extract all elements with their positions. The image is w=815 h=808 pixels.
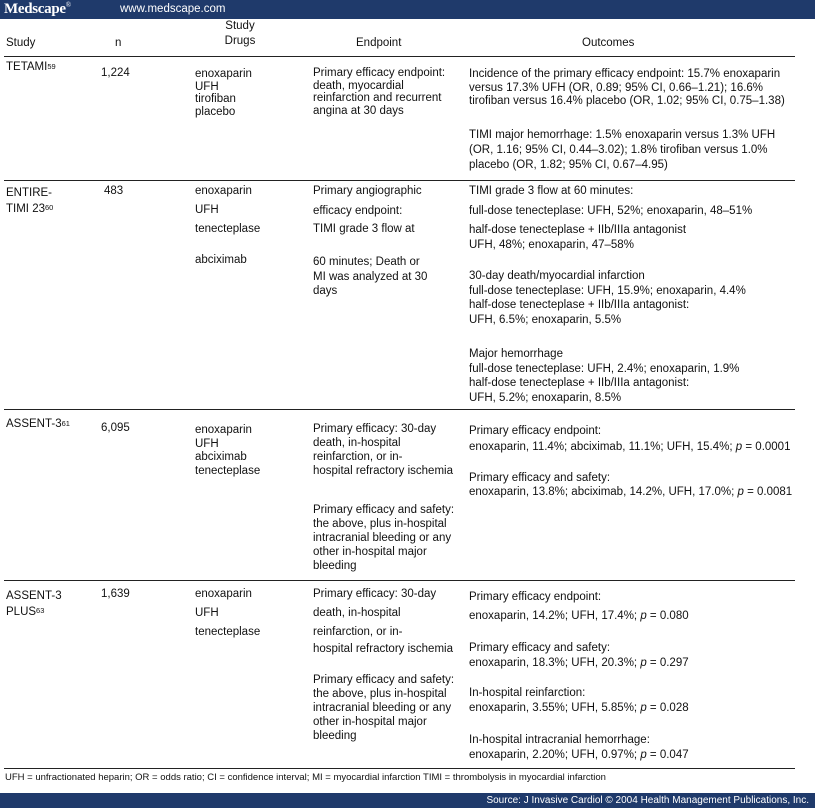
row-assent3-endpoint-1: Primary efficacy: 30-day death, in-hospital reinfarction, or in- hospital refractory ischemia — [313, 423, 453, 477]
row-assent3-study: ASSENT-$3^{61}$ — [6, 418, 70, 430]
row-tetami-study: TETAMI$^{59}$ — [6, 61, 56, 73]
header-bar — [0, 0, 815, 19]
row-assent3plus-outcome-2: Primary efficacy and safety: enoxaparin, 18.3%; UFH, 20.3%; p = 0.297 — [469, 642, 689, 669]
row-entire-n: 483 — [104, 185, 124, 197]
col-header-study: Study — [6, 37, 36, 49]
row-assent3plus-endpoint-3: reinfarction, or in- — [313, 626, 403, 638]
row-entire-endpoint-3: TIMI grade 3 flow at — [313, 223, 415, 235]
row-entire-drug-4: abciximab — [195, 254, 247, 266]
row-assent3-n: 6,095 — [101, 422, 130, 434]
col-header-endpoint: Endpoint — [356, 37, 402, 49]
row-assent3plus-endpoint-5: Primary efficacy and safety: the above, plus in-hospital intracranial bleeding or any other in-hospital major bleeding — [313, 674, 455, 742]
row-entire-drug-2: UFH — [195, 204, 219, 216]
row-assent3plus-drug-3: tenecteplase — [195, 626, 261, 638]
row-assent3plus-endpoint-2: death, in-hospital — [313, 607, 401, 619]
row-assent3plus-drug-1: enoxaparin — [195, 588, 252, 600]
footer-bar — [0, 793, 815, 808]
row-tetami-drugs: enoxaparin UFH tirofiban placebo — [195, 68, 252, 118]
row-entire-drug-1: enoxaparin — [195, 185, 252, 197]
row-tetami-n: 1,224 — [101, 67, 130, 79]
row-entire-drug-3: tenecteplase — [195, 223, 261, 235]
row-entire-endpoint-1: Primary angiographic — [313, 185, 422, 197]
row-assent3-endpoint-2: Primary efficacy and safety: the above, plus in-hospital intracranial bleeding or any other in-hospital major bleeding — [313, 504, 455, 572]
row-assent3-drugs: enoxaparin UFH abciximab tenecteplase — [195, 424, 261, 477]
row-tetami-outcome-1: Incidence of the primary efficacy endpoint: 15.7% enoxaparin versus 17.3% UFH (OR, 0.89; 95% CI, 0.66–1.21); 16.6% tirofiban versus 16.4% placebo (OR, 1.02; 95% CI, 0.75–1.38) — [469, 68, 785, 107]
col-header-n: n — [115, 37, 122, 49]
row-entire-endpoint-4: 60 minutes; Death or MI was analyzed at 30 days — [313, 256, 428, 297]
row-assent3plus-drug-2: UFH — [195, 607, 219, 619]
row-assent3plus-endpoint-4: hospital refractory ischemia — [313, 643, 453, 655]
row-rule — [4, 180, 795, 181]
row-assent3plus-outcome-3: In-hospital reinfarction: enoxaparin, 3.55%; UFH, 5.85%; p = 0.028 — [469, 687, 689, 714]
medscape-logo[interactable]: Medscape® — [4, 1, 71, 17]
row-rule — [4, 580, 795, 581]
row-assent3-outcome-2: Primary efficacy and safety: enoxaparin, 13.8%; abciximab, 14.2%, UFH, 17.0%; p = 0.0081 — [469, 472, 793, 498]
row-entire-outcome-3: half-dose tenecteplase + IIb/IIIa antagonist UFH, 48%; enoxaparin, 47–58% — [469, 224, 687, 251]
source-credit: Source: J Invasive Cardiol © 2004 Health Management Publications, Inc. — [486, 795, 809, 806]
row-assent3-outcome-1: Primary efficacy endpoint: enoxaparin, 11.4%; abciximab, 11.1%; UFH, 15.4%; p = 0.0001 — [469, 425, 791, 453]
row-entire-study: ENTIRE- TIMI $23^{60}$ — [6, 187, 54, 215]
row-entire-endpoint-2: efficacy endpoint: — [313, 205, 403, 217]
row-assent3plus-outcome-4: In-hospital intracranial hemorrhage: enoxaparin, 2.20%; UFH, 0.97%; p = 0.047 — [469, 734, 689, 761]
row-assent3plus-study: ASSENT-3 PLUS$^{63}$ — [6, 590, 62, 618]
row-tetami-endpoint: Primary efficacy endpoint: death, myocardial reinfarction and recurrent angina at 30 days — [313, 67, 446, 117]
row-entire-outcome-5: Major hemorrhage full-dose tenecteplase: UFH, 2.4%; enoxaparin, 1.9% half-dose tenecteplase + IIb/IIIa antagonist: UFH, 5.2%; enoxaparin, 8.5% — [469, 348, 740, 404]
row-assent3plus-endpoint-1: Primary efficacy: 30-day — [313, 588, 437, 600]
header-rule — [4, 56, 795, 57]
col-header-outcomes: Outcomes — [582, 37, 635, 49]
col-header-drugs: Study Drugs — [224, 20, 256, 47]
row-entire-outcome-1: TIMI grade 3 flow at 60 minutes: — [469, 185, 634, 197]
row-tetami-outcome-2: TIMI major hemorrhage: 1.5% enoxaparin versus 1.3% UFH (OR, 1.16; 95% CI, 0.44–3.02); 1.8% tirofiban versus 1.0% placebo (OR, 1.82; 95% CI, 0.67–4.95) — [469, 129, 776, 171]
row-entire-outcome-2: full-dose tenecteplase: UFH, 52%; enoxaparin, 48–51% — [469, 205, 753, 217]
row-assent3plus-n: 1,639 — [101, 588, 130, 600]
table-footnote: UFH = unfractionated heparin; OR = odds ratio; CI = confidence interval; MI = myocardial infarction TIMI = thrombolysis in myocardial infarction — [5, 772, 606, 783]
table-bottom-rule — [4, 768, 795, 769]
row-assent3plus-outcome-1: Primary efficacy endpoint: enoxaparin, 14.2%; UFH, 17.4%; p = 0.080 — [469, 591, 689, 622]
row-entire-outcome-4: 30-day death/myocardial infarction full-dose tenecteplase: UFH, 15.9%; enoxaparin, 4.4% half-dose tenecteplase + IIb/IIIa antagonist: UFH, 6.5%; enoxaparin, 5.5% — [469, 270, 746, 326]
row-rule — [4, 409, 795, 410]
site-url-link[interactable]: www.medscape.com — [120, 3, 226, 15]
